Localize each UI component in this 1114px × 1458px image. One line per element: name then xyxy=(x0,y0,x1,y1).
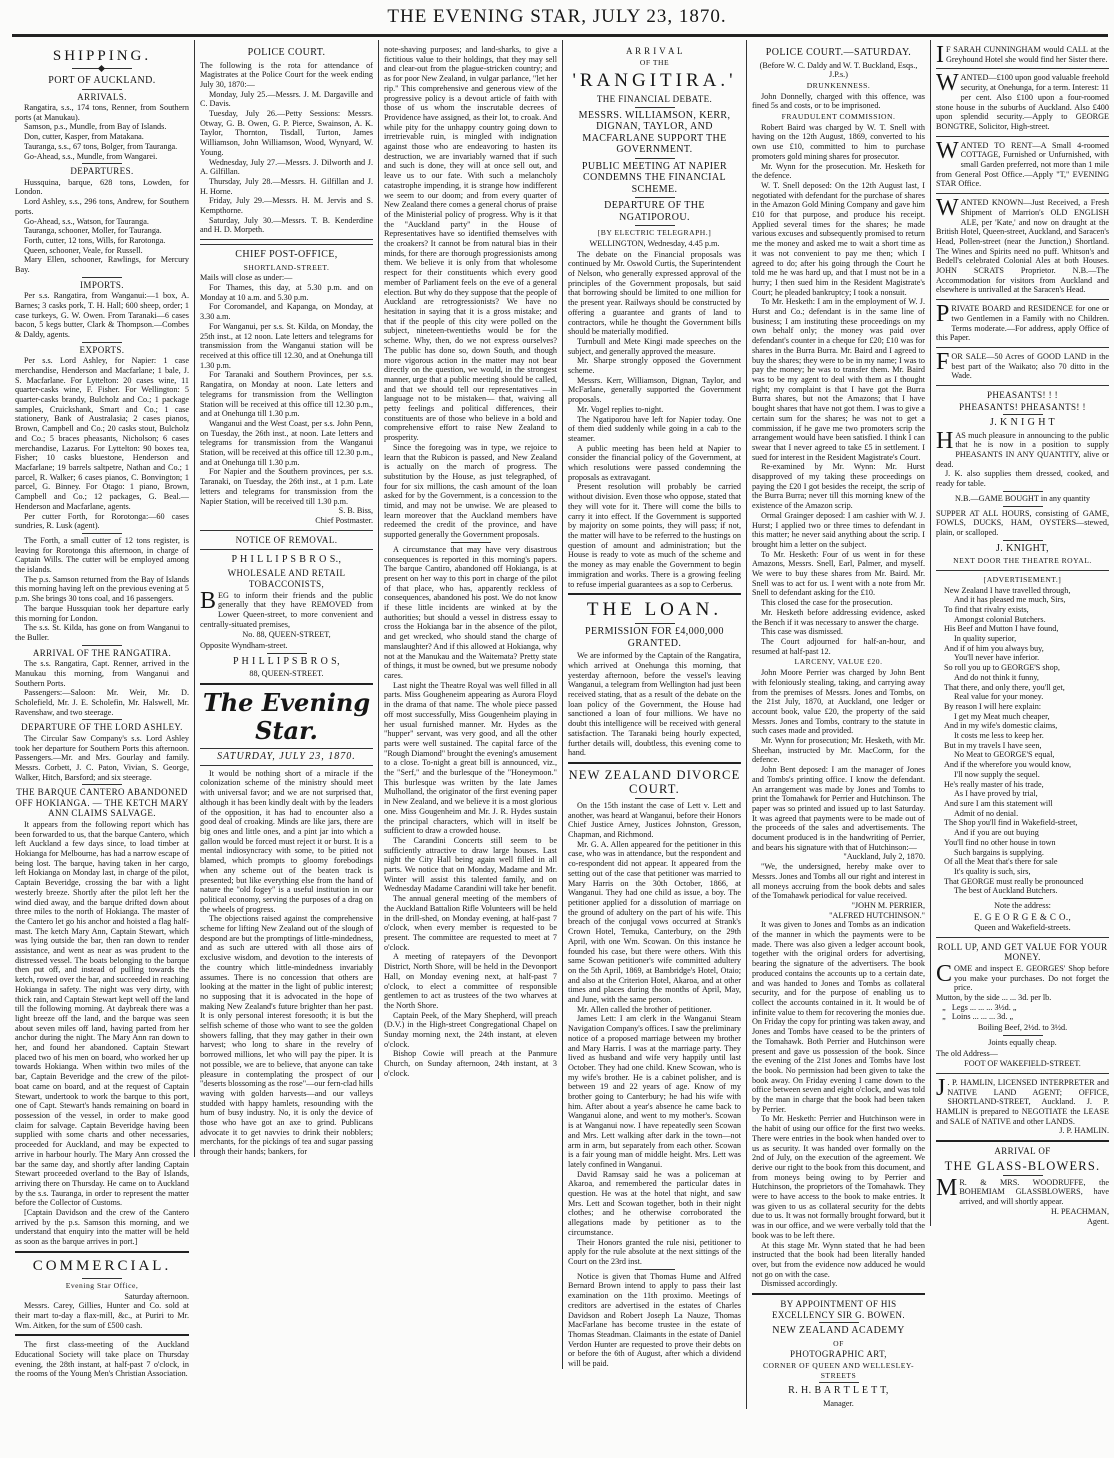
paragraph: We are informed by the Captain of the Rangatira, which arrived at Onehunga this morning, that yesterday afternoon, before the vessel's leaving Wanganui, a telegram from Wellington had just been received stating, that as a result of the debate on the loan policy of the Government, the House had sanctioned a loan of four millions. We have no doubt this intelligence will be received with general satisfaction. The Taranaki being hourly expected, further details will, doubtless, this evening come to hand. xyxy=(568,651,741,758)
paragraph: The old Address— xyxy=(936,1048,998,1058)
paragraph: John Bent deposed: I am the manager of Jones and Tombs's printing office. I know the defendant. An arrangement was made by Jones and Tombs to print the Tomahawk for Perrier and Hutchinson. The paper was so printed and issued up to last Saturday. It was agreed that payments were to be made out of the proceeds of the sales and advertisements. The document produced is in the handwriting of Perrier, and bears his signature with that of Hutchinson:— xyxy=(752,765,925,852)
paragraph: The p.s. Samson returned from the Bay of Islands this morning having left on the previous evening at 5 p.m. She brings 30 tons coal, and 16 passengers. xyxy=(15,574,189,604)
divider xyxy=(936,347,1109,348)
advertisement-text: OME and inspect E. GEORGES' Shop before you make your purchases. Do not forget the price. xyxy=(954,963,1109,993)
divider xyxy=(568,593,741,595)
divider xyxy=(752,1293,925,1295)
subheading: ROLL UP, AND GET VALUE FOR YOUR MONEY. xyxy=(937,941,1108,963)
advertisement xyxy=(936,1174,1109,1207)
small-caps-line: NEXT DOOR THE THEATRE ROYAL. xyxy=(953,556,1092,566)
headline: CHIEF POST-OFFICE, xyxy=(235,249,338,261)
drop-cap: I xyxy=(936,42,944,68)
divider xyxy=(936,68,1109,69)
paragraph: „ Legs ... ... ... 3½d. „ xyxy=(936,1002,1017,1012)
divider xyxy=(936,385,1109,386)
paragraph: „ Loins ... ... ... 3d. „ xyxy=(936,1012,1014,1022)
paragraph: To Mr. Hesketh: Perrier and Hutchinson were in the habit of using our office for the first two weeks. There were entries in the book when handed over to us as security. It was handed over formally on the 2nd of July, on the execution of the agreement. We derive our right to the book from this document, and from moneys being owing to by Perrier and Hutchinson, the proprietors of the Tomahawk. They were to have access to the book to make entries. It was given to us as collateral security for the debts due to us. It was not formally brought forward, but it was in our office, and we were verbally told that the book was to be left there. xyxy=(752,1114,925,1240)
paragraph: Last night the Theatre Royal was well filled in all parts. Miss Gougheneim appearing as Aurora Floyd in the drama of that name. The whole piece passed off most successfully, Miss Gougenheim playing in her usual furnished manner. Mr. Hydes as the "hupper" servant, was very good, and all the other parts were well sustained. The capital farce of the "Rough Diamond" brought the evening's amusement to a close. To-night a great bill is announced, viz., the "Serf," and the burlesque of the "Honeymoon." This burlesque was written by the late James Mulholland, the originator of the first evening paper in New Zealand, and we believe it is a most glorious one. Miss Gougenheim and Mr. J. R. Hydes sustain the principal characters, which will in itself be sufficient to draw a crowded house. xyxy=(384,680,557,836)
verse-line: Admit of no denial. xyxy=(954,808,1019,818)
headline: J. KNIGHT, xyxy=(996,542,1049,554)
verse-line: And it has pleased me much, Sirs, xyxy=(954,595,1066,605)
newspaper-columns xyxy=(10,40,1114,1409)
paragraph: "We, the undersigned, hereby make over to Messrs. Jones and Tombs all our right and interest in all moneys accruing from the book debts and sales of the Tomahawk periodical for value received. xyxy=(752,862,925,901)
paragraph: Their Honors granted the rule nisi, petitioner to apply for the rule absolute at the next sittings of the Court on the 23rd inst. xyxy=(568,1237,741,1266)
paragraph: The Ngatiporou have left for Napier today. One of them died suddenly while going in a cab to the steamer. xyxy=(568,414,741,443)
drop-cap: W xyxy=(936,70,959,97)
drop-cap: C xyxy=(936,960,953,987)
divider xyxy=(936,299,1109,300)
advertisement xyxy=(936,301,1109,343)
verse-line: That GEORGE must really be pronounced xyxy=(944,876,1084,886)
centered-line: 88, QUEEN-STREET. xyxy=(249,669,324,679)
verse-line: The Shop you'll find in Wakefield-street, xyxy=(944,818,1078,828)
divider xyxy=(1003,1175,1043,1176)
advertisement xyxy=(936,195,1109,295)
paragraph: Re-examined by Mr. Wynn: Mr. Hurst disapproved of my taking these proceedings on paying the £20 I got besides the receipt, the scrip of the Burra Burra; never till this morning knew of the existence of the Amazon scrip. xyxy=(752,462,925,511)
paragraph: Friday, July 29.—Messrs. H. M. Jervis and S. Kempthorne. xyxy=(200,196,373,216)
paragraph: The Carandini Concerts still seem to be sufficiently attractive to draw large houses. Last night the City Hall being again well filled in all parts. We notice that on Monday, Madame and Mr. Winter will assist this talented family, and on Wednesday Madame Carandini will take her benefit. xyxy=(384,835,557,894)
drop-cap: H xyxy=(936,427,954,454)
verse-line: It costs me less to keep her. xyxy=(954,731,1044,741)
verse-line: You'll never have inferior. xyxy=(954,653,1040,663)
centered-line: N.B.—GAME BOUGHT in any quantity xyxy=(955,493,1090,503)
headline: DEPARTURE OF THE NGATIPOROU. xyxy=(604,200,705,223)
advertisement-text: ANTED KNOWN—Just Received, a Fresh Shipment of Marrion's OLD ENGLISH ALE, per 'Kate,' and now on draught at the British Hotel, Queen-street, Auckland, and Saracen's Head, Pollen-street (near the Junction,) Shortland. The Wines and Spirits need no puff. Whitson's and Bedell's celebrated Colonial Ales at both Houses. JOHN SCRATS Proprietor. N.B.—The Accommodation for visitors from Auckland and elsewhere is unrivalled at the Saracen's Head. xyxy=(936,198,1109,295)
verse-line: And sure I am this statement will xyxy=(944,799,1053,808)
divider xyxy=(936,136,1109,137)
paragraph: The first class-meeting of the Auckland Educational Society will take place on Thursday evening, the 28th instant, at half-past 7 o'clock, in the rooms of the Young Men's Christian Association. xyxy=(15,1340,189,1379)
verse-line: New Zealand I have travelled through, xyxy=(944,585,1071,595)
headline: P H I L L I P S B R O S., xyxy=(231,554,342,566)
advertisement-text: RIVATE BOARD and RESIDENCE for one or two Gentlemen in a Family with no Children. Terms moderate.—For address, apply Office of this Paper. xyxy=(936,304,1109,343)
headline: R. H. B A R T L E T T, xyxy=(788,1385,889,1397)
paragraph: This closed the case for the prosecution. xyxy=(761,598,893,608)
headline: NEW ZEALAND ACADEMY xyxy=(772,1325,905,1337)
advertisement xyxy=(936,960,1109,993)
verse-line: And if you are out buying xyxy=(954,828,1039,838)
verse-line: No Meat to GEORGE'S equal, xyxy=(954,750,1055,760)
small-caps-line: [ADVERTISEMENT.] xyxy=(983,574,1062,584)
verse-line: His Beef and Mutton I have found, xyxy=(944,624,1059,634)
divider xyxy=(82,277,122,278)
centered-line: Joints equally cheap. xyxy=(988,1037,1057,1047)
verse-line: Real value for your money. xyxy=(954,692,1044,702)
paragraph: Present resolution will probably be carried without division. Even those who oppose, stated that they will vote for it. There will come the bills to carry it into effect. If the Government is supported by majority on some points, they will pass; if not, the matter will have to be referred to the hustings on question of amount and administration; but the House is ready to vote as much of the scheme and the money as may enable the Government to begin immigration and works. There is a growing feeling to refuse imperial guarantees as a sop to Cerberus. xyxy=(568,482,741,589)
paragraph: Thursday, July 28.—Messrs. H. Gilfillan and J. H. Horne. xyxy=(200,176,373,196)
divider xyxy=(451,542,491,543)
subheading: ARRIVALS. xyxy=(77,91,127,102)
paragraph: Monday, July 25.—Messrs. J. M. Dargaville and C. Davis. xyxy=(200,89,373,109)
verse-line: I get my Meat much cheaper, xyxy=(954,711,1050,721)
divider xyxy=(936,193,1109,194)
paragraph: Mr. Vogel replies to-night. xyxy=(577,404,664,414)
paragraph: Wanganui and the West Coast, per s.s. John Penn, on Tuesday, the 26th inst., at noon. Late letters and telegrams for transmission from the Wanganui Station, will be received at this office till 12.30 p.m., and at Onehunga till 1.30 p.m. xyxy=(200,418,373,467)
paragraph: Robert Baird was charged by W. T. Snell with having on the 12th August, 1869, converted to his own use £10, committed to him to purchase promoters gold mining shares for prosecutor. xyxy=(752,122,925,161)
signature-line: "JOHN M. PERRIER, xyxy=(851,900,925,910)
large-headline: 'RANGITIRA.' xyxy=(572,70,737,92)
centered-line: Manager. xyxy=(823,1398,854,1408)
headline: P H I L L I P S B R O S, xyxy=(232,655,341,667)
small-caps-line: OF xyxy=(833,1338,844,1348)
verse-line: So roll you up to GEORGE'S shop, xyxy=(944,663,1060,673)
paragraph: Notice is given that Thomas Hume and Alfred Bernard Brown intend to apply to pass their last examination on the 11th proximo. Meetings of creditors are advertised in the estates of Charles Davidson and Robert Joseph La Nauze, Thomas MacFarlane has become trustee in the estate of Thomas Steadman. Claimants in the estate of Daniel Verdon Hunter are requested to prove their debts on or before the 6th of August, after which a dividend will be paid. xyxy=(568,1271,741,1369)
divider xyxy=(15,1251,189,1253)
advertisement xyxy=(936,427,1109,470)
divider xyxy=(200,239,373,240)
paragraph: Mr. Allen called the brother of petitioner. xyxy=(577,1004,712,1014)
small-caps-line: FRAUDULENT COMMISSION. xyxy=(781,112,896,122)
subheading: DEPARTURES. xyxy=(70,166,134,177)
paragraph: W. T. Snell deposed: On the 12th August last, I negotiated with defendant for the purchase of shares in the Amazon Gold Mining Company and gave him £10 for that purpose, and produce his receipt. Applied several times for the shares; he made various excuses and subsequently promised to return me the money and asked me to wait a short time as it was not convenient to pay me then; which I agreed to do; after his going through the Court he told me he was hard up, and that I must not be in a hurry; I then sued him in the Resident Magistrate's Court; he pleaded bankruptcy; I took a nonsuit. xyxy=(752,180,925,297)
advertisement xyxy=(936,1074,1109,1127)
paragraph: note-shaving purposes; and land-sharks, to give a fictitious value to their holdings, that they may sell and clear-out from the plague-stricken country; and as for poor New Zealand, in vulgar parlance, "let her rip." This comprehensive and generous view of the progressive policy is a devout article of faith with those of us whom the inscrutable decrees of Providence have assigned, as their lot, to croak. And while pity for the unhappy country going down to irretrievable ruin, is mingled with indignation against those who are endeavoring to hasten its destruction, we are invariably warned that if such and such is done, they will at once sell out, and leave us to our fate. With such a melancholy catastrophe impending, it is strange how indifferent we seem to our doom; and from every quarter of New Zealand there comes a general chorus of praise of the Ministerial policy of progress. Why is it that the "Auckland party" in the House of Representatives have so identified themselves with the croakers? It cannot be from natural bias in their minds, for there are thorough progressionists among them. We believe it is only from that wholesome respect for their constituents which every good member of Parliament feels on the eve of a general election. But why do they suppose that the people of Auckland are retrogressionists? We have no hesitation in saying that it is a gross mistake; and that if the people of this city were polled on the subject, nineteen-twentieths would be for the scheme. Why, then, do we not express ourselves? The public has done so, down South, and though more vigorous action in the matter may not bear directly on the question, we would, in the strongest manner, urge that a public meeting should be called, and that we should tell our representatives —in language not to be mistaken— that, waiving all petty feelings and political differences, their constituents are of those who believe in a bold and comprehensive effort to raise New Zealand to prosperity. xyxy=(384,45,557,443)
divider xyxy=(82,533,122,534)
subheading: NOTICE OF REMOVAL. xyxy=(235,534,338,545)
paragraph: Go-Ahead, s.s., Watson, for Tauranga. xyxy=(24,216,149,226)
verse-line: And do not think it funny, xyxy=(954,672,1039,682)
small-caps-line: [BY ELECTRIC TELEGRAPH.] xyxy=(597,228,712,238)
verse-line: You'll find no other house in town xyxy=(944,837,1056,847)
paragraph: The Circular Saw Company's s.s. Lord Ashley took her departure for Southern Ports this afternoon. Passengers.—Mr. and Mrs. Gourlay and family. Messrs. Corbett, J. C. Paton, Vivian, S. George, Walker, Hitch, Barsford; and six steerage. xyxy=(15,733,189,782)
paragraph: Don, cutter, Kasper, from Matakana. xyxy=(24,132,144,142)
paragraph: Mutton, by the side ... ... 3d. per lb. xyxy=(936,993,1052,1003)
centered-line: FOOT OF WAKEFIELD-STREET. xyxy=(964,1059,1081,1069)
signature-line: "Auckland, July 2, 1870. xyxy=(843,852,925,862)
signature-line: H. PEACHMAN, xyxy=(1050,1206,1109,1216)
verse-line: That there, and only there, you'll get, xyxy=(944,682,1065,692)
divider xyxy=(1003,506,1043,507)
subheading: WHOLESALE AND RETAIL xyxy=(227,567,346,578)
advertisement xyxy=(936,42,1109,68)
signature-line: Agent. xyxy=(1086,1216,1109,1226)
verse-line: Amongst colonial Butchers. xyxy=(954,614,1046,624)
verse-line: I'll now supply the sequel. xyxy=(954,769,1040,779)
paragraph: SUPPER AT ALL HOURS, consisting of GAME, FOWLS, DUCKS, HAM, OYSTERS—stewed, plain, or scalloped. xyxy=(936,508,1109,537)
drop-cap: W xyxy=(936,137,959,164)
verse-line: He's really master of his trade, xyxy=(944,779,1044,789)
verse-line: The best of Auckland Butchers. xyxy=(954,886,1058,896)
divider xyxy=(82,163,122,164)
masthead-date: SATURDAY, JULY 23, 1870. xyxy=(200,748,373,766)
paragraph: The Forth, a small cutter of 12 tons register, is leaving for Rorotonga this afternoon, in charge of Captain Wills. The cutter will be employed among the islands. xyxy=(15,535,189,575)
paragraph: Messrs. Kerr, Williamson, Dignan, Taylor, and McFarlane, generally supported the Government proposals. xyxy=(568,375,741,405)
advertisement-text: AS much pleasure in announcing to the public that he is now in a position to supply PHEASANTS IN ANY QUANTITY, alive or dead. xyxy=(936,430,1109,469)
paragraph: Captain Peek, of the Mary Shepherd, will preach (D.V.) in the High-street Congregational Chapel on Sunday morning next, the 24th instant, at eleven o'clock. xyxy=(384,1010,557,1049)
paragraph: For Napier and the Southern provinces, per s.s. Taranaki, on Tuesday, the 26th inst., at 1 p.m. Late letters and telegrams for transmission from the Napier Station, will be received till 1.30 p.m. xyxy=(200,467,373,506)
ornament-divider xyxy=(72,68,132,72)
column-4 xyxy=(562,40,746,1369)
paragraph: Opposite Wyndham-street. xyxy=(200,641,288,651)
headline: MESSRS. WILLIAMSON, KERR, DIGNAN, TAYLOR, AND MACFARLANE SUPPORT THE GOVERNMENT. xyxy=(578,109,731,156)
drop-cap: P xyxy=(936,301,950,328)
paragraph: A public meeting has been held at Napier to consider the financial policy of the Government, at which resolutions were passed condemning the proposals as extravagant. xyxy=(568,443,741,482)
paragraph: Mary Ellen, schooner, Rawlings, for Mercury Bay. xyxy=(15,255,189,275)
advertisement xyxy=(936,137,1109,190)
paragraph: The Court adjourned for half-an-hour, and resumed at half-past 12. xyxy=(752,636,925,656)
divider xyxy=(1003,491,1043,492)
headline: PORT OF AUCKLAND. xyxy=(48,75,156,86)
subheading: A R R I V A L xyxy=(626,46,683,56)
column-5 xyxy=(746,40,930,1409)
drop-cap: M xyxy=(936,1174,958,1201)
advertisement xyxy=(936,348,1109,381)
centered-line: WELLINGTON, Wednesday, 4.45 p.m. xyxy=(589,238,720,248)
signature-line: "ALFRED HUTCHINSON." xyxy=(829,910,925,920)
paragraph: For Wanganui, per s.s. St. Kilda, on Monday, the 25th inst., at 12 noon. Late letters and telegrams for transmission from the Wanganui station will be received at this office till 12.30, and at Onehunga till 1.30 p.m. xyxy=(200,321,373,370)
paragraph: Messrs. Carey, Gillies, Hunter and Co. sold at their mart to-day a flax-mill, &c., at Puriri to Mr. Wm. Aitken, for the sum of £500 cash. xyxy=(15,1301,189,1330)
verse-line: As I have proved by trial, xyxy=(954,789,1038,799)
divider xyxy=(635,107,675,108)
signature-line: S. B. Biss, xyxy=(338,506,373,516)
paragraph: Tuesday, July 26.—Petty Sessions: Messrs. Otway, G. B. Owen, G. P. Pierce, Swainson, A. K. Taylor, Thornton, Tisdall, Turton, James Williamson, John Williamson, Wood, Wynyard, W. Young. xyxy=(200,109,373,157)
paragraph: Queen, schooner, Veale, for Russell. xyxy=(24,245,143,255)
small-caps-line: SHORTLAND-STREET. xyxy=(243,262,330,272)
paragraph: Per s.s. Lord Ashley, for Napier: 1 case merchandise, Henderson and Macfarlane; 1 bale, J. S. Macfarlane. For Lyttelton: 20 cases wine, 11 quarter-casks wine, F. Fisher. For Wellington: 5 quarter-casks brandy, Bulcholz and Co.; 1 package samples, Cruickshank, Smart and Co.; 1 case stationery, Bank of Australasia; 2 cases pianos, Brown, Campbell and Co.; 20 casks stout, Bulcholz and Co.; 5 braces pheasants, Nicholson; 6 cases merchandise, Lazarus. For Lyttelton: 90 boxes tea, Fisher; 10 casks bluestone, Henderson and Macfarlane; 19 barrels saltpetre, Nathan and Co.; 1 parcel, R. Walker; 6 cases pianos, C. Bonvington; 1 parcel, G. Binney. For Otago: 1 piano, Brown, Campbell and Co.; 12 packages, G. Beal.—Henderson and Macfarlane, agents. xyxy=(15,356,189,511)
advertisement-text: R. & MRS. WOODRUFFE, the BOHEMIAM GLASSBLOWERS, have arrived, and will shortly appear. xyxy=(959,1177,1109,1207)
headline: PERMISSION FOR £4,000,000 GRANTED. xyxy=(585,626,724,649)
advertisement-text: ANTED TO RENT—A Small 4-roomed COTTAGE, Furnished or Unfurnished, with small Garden preferred, not more than 1 mile from General Post Office.—Apply "T," EVENING STAR Office. xyxy=(936,140,1109,189)
divider xyxy=(819,1322,859,1323)
divider xyxy=(1003,540,1043,541)
divider xyxy=(1003,414,1043,415)
drop-cap: F xyxy=(936,348,950,375)
advertisement xyxy=(936,70,1109,131)
paragraph: Dismissed accordingly. xyxy=(761,1279,838,1289)
paragraph: Forth, cutter, 12 tons, Wills, for Rarotonga. xyxy=(24,235,166,245)
verse-line: By reason I will here explain: xyxy=(944,701,1042,711)
verse-line: And if the wherefore you would know, xyxy=(944,760,1072,770)
paragraph: Mr. Wynn for prosecution; Mr. Hesketh, with Mr. Sheehan, instructed by Mr. MacCorm, for the defence. xyxy=(752,736,925,765)
paragraph: Mr. G. A. Allen appeared for the petitioner in this case, who was in attendance, but the respondent and co-respondent did not appear. It appeared from the setting out of the case that petitioner was married to Mary Harris on the 30th October, 1866, at Wanganui. They had one child as issue, a boy. The petitioner applied for a dissolution of marriage on the ground of adultery on the part of his wife. This breach of the conjugal vows occurred at Strank's Crown Hotel, Temuka, Canterbury, on the 29th April, with one Wm. Scowan. On this instance he founded his case, but there were others. With this same Scowan petitioner's wife committed adultery on the 5th April, 1869, at Bambridge's Hotel, Otaio; and also at the Criterion Hotel, Akaroa, and at other times and places during the months of April, May, and June, with the same person. xyxy=(568,839,741,1005)
small-caps-line: DRUNKENNESS. xyxy=(806,80,871,90)
paragraph: On the 15th instant the case of Lett v. Lett and another, was heard at Wanganui, before their Honors Chief Justice Arney, Justices Johnston, Gresson, Chapman, and Richmond. xyxy=(568,800,741,840)
subheading: DEPARTURE OF THE LORD ASHLEY. xyxy=(21,722,183,733)
paragraph: Lord Ashley, s.s., 296 tons, Andrew, for Southern ports. xyxy=(15,197,189,216)
divider xyxy=(200,530,373,531)
drop-cap: B xyxy=(200,587,217,614)
subheading: TOBACCONISTS, xyxy=(248,579,325,590)
masthead-title: The Evening Star. xyxy=(202,688,371,746)
section-heading: THE GLASS-BLOWERS. xyxy=(944,1158,1101,1173)
section-heading: NEW ZEALAND DIVORCE COURT. xyxy=(568,767,741,796)
advertisement-text: EG to inform their friends and the public generally that they have REMOVED from Lower Queen-street, to more convenient and centrally-situated premises, xyxy=(200,590,373,629)
paragraph: For Coromandel, and Kapanga, on Monday, at 3.30 a.m. xyxy=(200,302,373,322)
divider xyxy=(635,225,675,226)
column-3 xyxy=(378,40,562,1079)
paragraph: It would be nothing short of a miracle if the colonization scheme of the ministry should meet with universal favor; and we are not surprised that, although it has been kindly dealt with by the leaders of the opposition, it has had to encounter also a good deal of croaking. Minds are like jars, there are big ones and little ones, and a pint jar into which a gallon would be forced must reject it or burst. It is a mental indiosyncracy with some, to be pitied not blamed, which prompts to gloomy forebodings when any scheme out of the beaten track is presented; but like everything else from the hand of nature the "old fogey" is a useful institution in our political economy, serving the purposes of a drag on the wheels of progress. xyxy=(200,768,373,914)
centered-line: No. 88, QUEEN-STREET, xyxy=(242,630,331,640)
divider xyxy=(82,89,122,90)
divider xyxy=(82,719,122,720)
paragraph: Per cutter Forth, for Rorotonga:—60 cases sundries, R. Lusk (agent). xyxy=(15,511,189,531)
paragraph: Mr. Hesketh before addressing evidence, asked the Bench if it was necessary to answer the charge. xyxy=(752,607,925,627)
advertisement-text: . P. HAMLIN, LICENSED INTERPRETER and NATIVE LAND AGENT; OFFICE, SHORTLAND-STREET, Auckland. J. P. HAMLIN is prepared to NEGOTIATE the LEASE and SALE of NATIVE and other LANDS. xyxy=(936,1077,1109,1126)
column-2 xyxy=(194,40,378,1157)
divider xyxy=(200,244,373,245)
paragraph: Mails will close as under:— xyxy=(200,273,293,283)
divider xyxy=(936,937,1109,938)
advertisement-text: ANTED—£100 upon good valuable freehold security, at Onehunga, for a term. Interest: 11 per cent. Also £100 upon a four-roomed stone house in the suburbs of Auckland. Also £400 upon splendid security.—Apply to GEORGE BONGTRE, Solicitor, High-street. xyxy=(936,73,1109,131)
divider xyxy=(635,1269,675,1270)
verse-line: To find that rivalry exists, xyxy=(944,604,1029,614)
paragraph: Per s.s. Rangatira, from Wanganui:—1 box, A. Barnes; 3 casks pork, T. H. Hall; 600 sheep, order; 1 case turkeys, G. W. Owen. From Taranaki—6 cases bacon, 5 kegs butter, Clark & Thompson.—Combes & Daldy, agents. xyxy=(15,291,189,340)
small-caps-line: OF THE xyxy=(639,57,670,67)
divider xyxy=(200,549,373,550)
paragraph: Saturday, July 30.—Messrs. T. B. Kenderdine and H. D. Morpeth. xyxy=(200,215,373,235)
paragraph: Turnbull and Mete Kingi made speeches on the subject, and generally approved the measure. xyxy=(568,336,741,356)
divider xyxy=(936,570,1109,571)
signature-line: J. P. HAMLIN. xyxy=(1059,1126,1109,1136)
small-caps-line: CORNER OF QUEEN AND WELLESLEY-STREETS xyxy=(762,1360,915,1380)
paragraph: A meeting of ratepayers of the Devonport District, North Shore, will be held in the Devonport Hall, on Monday evening next, at half-past 7 o'clock, to elect a committee of responsible gentlemen to act as trustees of the two wharves at the North Shore. xyxy=(384,952,557,1010)
subheading: BY APPOINTMENT OF HIS EXCELLENCY SIR G. BOWEN. xyxy=(771,1299,905,1320)
paragraph: Samson, p.s., Mundle, from Bay of Islands. xyxy=(24,122,167,132)
paragraph: Wednesday, July 27.—Messrs. J. Dilworth and J. A. Gilfillan. xyxy=(200,157,373,177)
subheading: THE FINANCIAL DEBATE. xyxy=(596,94,713,105)
divider xyxy=(635,798,675,799)
paragraph: [Captain Davidson and the crew of the Cantero arrived by the p.s. Samson this morning, and we understand that enquiry into the matter will be held as soon as the barque arrives in port.] xyxy=(15,1208,189,1247)
divider xyxy=(819,1382,859,1383)
signature-line: Saturday afternoon. xyxy=(124,1291,189,1301)
paragraph: John Moore Perrier was charged by John Bent with feloniously stealing, taking, and carrying away from the premises of Messrs. Jones and Tombs, on the 21st July, 1870, at Auckland, one ledger or account book, value £20, the property of the said Messrs. Jones and Tombs, contrary to the statute in such cases made and provided. xyxy=(752,668,925,736)
verse-line: And if of him you always buy, xyxy=(944,643,1044,653)
advertisement xyxy=(200,587,373,630)
headline: POLICE COURT. xyxy=(247,47,326,58)
verse-line: Such bargains is supplying. xyxy=(954,847,1044,857)
section-heading: COMMERCIAL. xyxy=(32,1257,172,1274)
paragraph: Ormal Grainger deposed: I am cashier with W. J. Hurst; I applied two or three times to defendant in this matter; he never said anything about the scrip. I brought him a letter on the subject. xyxy=(752,510,925,549)
divider xyxy=(1003,1035,1043,1036)
verse-line: But in my travels I have seen, xyxy=(944,740,1042,750)
paragraph: Tauranga, s.s., 67 tons, Bolger, from Tauranga. xyxy=(24,141,178,151)
subheading: E. G E O R G E & C O., xyxy=(973,911,1072,922)
headline: POLICE COURT.—SATURDAY. xyxy=(765,47,912,58)
paragraph: To Mr. Hesketh: I am in the employment of W. J. Hurst and Co.; defendant is in the same line of business; I am instituting these proceedings on my own behalf only; the money was paid over defendant's counter in a cheque for £20; £10 was for shares in the Burra Burra. Mr. Baird and I agreed to buy the shares; they were to be in my name; I was to pay the money; he was to transfer them. Mr. Baird was to be my agent to deal with them as I thought right; my complaint is that I have got the Burra Burra shares, but not the Amazons; that I have bought shares that have not got them. I was to give a certain sum for the shares; he was not to get a commission, if he gave me two promoters scrip the arrangement would have been satisfied. I think I can swear that I never agreed to take £5 in settlement. I sued for interest in the Resident Magistrate's Court. xyxy=(752,297,925,462)
section-heading: SHIPPING. xyxy=(52,48,152,64)
divider xyxy=(200,683,373,685)
page-header xyxy=(0,0,1114,40)
divider xyxy=(635,623,675,624)
divider xyxy=(267,653,307,654)
verse-line: And in my wife's domestic claims, xyxy=(944,721,1058,731)
headline: PUBLIC MEETING AT NAPIER CONDEMNS THE FINANCIAL SCHEME. xyxy=(581,160,728,195)
subheading: THE BARQUE CANTERO ABANDONED OFF HOKIANGA. — THE KETCH MARY ANN CLAIMS SALVAGE. xyxy=(15,787,189,819)
headline: J. K N I G H T xyxy=(989,417,1056,429)
subheading: IMPORTS. xyxy=(80,279,124,290)
divider xyxy=(82,645,122,646)
subheading: ARRIVAL OF THE RANGATIRA. xyxy=(32,647,172,658)
paragraph: The following is the rota for attendance of Magistrates at the Police Court for the week ending July 30, 1870:— xyxy=(200,60,373,89)
centered-line: (Before W. C. Daldy and W. T. Buckland, Esqs., J.P.s.) xyxy=(759,60,918,80)
divider xyxy=(936,1140,1109,1142)
paragraph: For Taranaki and Southern Provinces, per s.s. Rangatira, on Monday at noon. Late letters and telegrams for transmission from the Wellington Station will be received at this office till 12.30 p.m., and at Onehunga till 1.30 p.m. xyxy=(200,370,373,419)
divider xyxy=(82,784,122,785)
small-caps-line: Evening Star Office, xyxy=(65,1280,139,1290)
paragraph: It appears from the following report which has been forwarded to us, that the barque Cantero, which left Auckland a few days since, to load timber at Hokianga for Melbourne, has had a narrow escape of being lost. The barque, having taken in her cargo, left Hokianga on Monday last, in charge of the pilot, Captain Beveridge, crossing the bar with a light westerly breeze. Shortly after the pilot left her the wind died away, and the barque drifted down about three miles to the north of Hokianga. The master of the Cantero let go his anchor and hoisted a flag half-mast. The ketch Mary Ann, Captain Stewart, which was lying outside the bar, then ran down to render assistance, and went as near as was prudent to the distressed vessel. The boats belonging to the barque then put off, and instead of pulling towards the ketch, rowed over the bar, and succeeded in reaching Hokianga in safety. The night was very dirty, with thick rain, and Captain Stewart kept well off the land till the following morning. At daybreak there was a light breeze off the land, and the barque was seen about seven miles off land, having parted from her anchor during the night. The Mary Ann ran down to her, and found her abandoned. Captain Stewart placed two of his men on board, who worked her up towards Hokianga. When within two miles of the bar, Captain Beveridge and the crew of the pilot-boat came on board, and at the request of Captain Stewart, undertook to work the barque to this port, one of Capt. Stewart's hands remaining on board in possession of the vessel, in order to make good claim for salvage. Captain Beveridge having been supplied with some charts and other necessaries, proceeded for Auckland, and may be expected to arrive in harbour hourly. The Mary Ann crossed the bar the same day, and shortly after landing Captain Stewart proceeded overland to the Bay of Islands, arriving there on Thursday. He came on to Auckland by the s.s. Tauranga, in order to represent the matter before the Collector of Customs. xyxy=(15,819,189,1208)
header-rule xyxy=(12,34,1108,37)
advertisement-text: F SARAH CUNNINGHAM would CALL at the Greyhound Hotel she would find her Sister there. xyxy=(946,45,1109,64)
verse-line: In quality superior, xyxy=(954,634,1017,644)
large-headline: THE LOAN. xyxy=(586,599,723,621)
centered-line: Note the address: xyxy=(994,901,1051,911)
subheading: EXPORTS. xyxy=(79,344,125,355)
divider xyxy=(568,762,741,764)
drop-cap: J xyxy=(936,1074,946,1101)
small-caps-line: LARCENY, VALUE £20. xyxy=(794,657,883,667)
column-6 xyxy=(930,40,1114,1226)
paragraph: Go-Ahead, s.s., Mundle, from Wangarei. xyxy=(24,151,158,161)
paragraph: It was given to Jones and Tombs as an indication of the manner in which the payments were to be made. There was also given a ledger account book, together with the original orders for advertising, bearing the signature of the advertisers. The book produced contains the accounts up to a certain date, and was handed to Jones and Tombs as collateral security, and for the purpose of enabling us to collect the accounts contained in it. It would be of infinite value to them for recovering the monies due. On Friday the copy for printing was taken away, and Jones and Tombs have ceased to be the printers of the Tomahawk. Both Perrier and Hutchinson were present and gave us possession of the book. Since the evening of the 21st Jones and Tombs have lost the book. No permission had been given to take the book away. On Friday evening I came down to the office between seven and eight o'clock, and was told by the man in charge that the book had been taken by Perrier. xyxy=(752,920,925,1114)
paragraph: James Lett: I am clerk in the Wanganui Steam Navigation Company's offices. I saw the preliminary notice of a proposed marriage between my brother and Mary Harris. I was at the marriage party. They lived as husband and wife very happily until last October. They had one child. Knew Scowan, who is my wife's brother. He is a cabinet polisher, and is between 19 and 22 years of age. Know of my brother going to Canterbury; he had his wife with him. After about a year's absence he came back to Wanganui alone, and went to my mother's. Scowan is at Wanganui now. I have repeatedly seen Scowan and Mrs. Lett walking after dark in the town—not arm in arm, but separately from each other. Scowan is a fair young man of middle height. Mrs. Lett was lately confined in Wanganui. xyxy=(568,1014,741,1169)
subheading: ARRIVAL OF xyxy=(994,1146,1051,1157)
centered-line: Boiling Beef, 2½d. to 3½d. xyxy=(977,1023,1068,1033)
divider xyxy=(936,1073,1109,1074)
paragraph: This case was dismissed. xyxy=(761,627,843,637)
paragraph: David Ramsay said he was a policeman at Akaroa, and remembered the particular dates in question. He was at the hotel that night, and saw Mrs. Lett and Scowan together, both in their night clothes; and he otherwise corroborated the allegations made by petitioner as to the circumstance. xyxy=(568,1169,741,1237)
paragraph: At this stage Mr. Wynn stated that he had been instructed that the book had been literally handed over, but from the evidence now adduced he would not go on with the case. xyxy=(752,1240,925,1279)
paragraph: The barque Hussquian took her departure early this morning for London. xyxy=(15,603,189,623)
paragraph: Passengers:—Saloon: Mr. Weir, Mr. D. Scholefield, Mr. J. E. Scholefin, Mr. Halswell, Mr. Ravenshaw, and two steerage. xyxy=(15,688,189,717)
paragraph: For Thames, this day, at 5.30 p.m. and on Monday at 10 a.m. and 5.30 p.m. xyxy=(200,283,373,302)
column-1 xyxy=(10,40,194,1379)
paragraph: Mr. Wynn for the prosecution. Mr. Hesketh for the defence. xyxy=(752,161,925,181)
paragraph: John Donnelly, charged with this offence, was fined 5s and costs, or to be imprisoned. xyxy=(752,91,925,111)
divider xyxy=(82,342,122,343)
paragraph: Rangatira, s.s., 174 tons, Renner, from Southern ports (at Manukau). xyxy=(15,103,189,122)
subheading: PHOTOGRAPHIC ART, xyxy=(790,1349,887,1360)
paragraph: Hussquina, barque, 628 tons, Lowden, for London. xyxy=(15,177,189,197)
paragraph: Bishop Cowie will preach at the Panmure Church, on Sunday afternoon, 24th instant, at 3 o'clock. xyxy=(384,1049,557,1078)
advertisement-text: OR SALE—50 Acres of GOOD LAND in the best part of the Waikato; also 70 ditto in the Wade. xyxy=(951,351,1109,381)
divider xyxy=(82,1278,122,1279)
divider xyxy=(15,1334,189,1336)
centered-line: Queen and Wakefield-streets. xyxy=(974,923,1071,933)
verse-line: Of all the Meat that's there for sale xyxy=(944,857,1058,867)
paragraph: The s.s. St. Kilda, has gone on from Wanganui to the Buller. xyxy=(15,623,189,642)
paragraph: J. K. also supplies them dressed, cooked, and ready for table. xyxy=(936,469,1109,489)
subheading: PHEASANTS! ! ! xyxy=(986,390,1059,401)
paragraph: To Mr. Hesketh: Four of us went in for these Amazons, Messrs. Snell, Earl, Palmer, and myself. We were to buy these shares from Mr. Baird. Mr. Snell was to act for us. I went with a note from Mr. Snell to defendant asking for the £10. xyxy=(752,549,925,598)
drop-cap: W xyxy=(936,195,959,222)
paragraph: Tauranga, schooner, Moller, for Tauranga. xyxy=(24,226,162,236)
paragraph: The debate on the Financial proposals was continued by Mr. Oswold Curtis, the Superintendent of Nelson, who generally expressed approval of the principles of the Government proposals, but said that borrowing should be limited to one million for the present year. Railways should be constructed by offering a guarantee and grants of land to contractors, while he thought the Government bills should be materially modified. xyxy=(568,249,741,337)
divider xyxy=(635,158,675,159)
running-title: THE EVENING STAR, JULY 23, 1870. xyxy=(387,6,727,27)
paragraph: Mr. Sharpe strongly opposed the Government scheme. xyxy=(568,356,741,376)
divider xyxy=(1003,898,1043,899)
paragraph: Since the foregoing was in type, we rejoice to learn that the Rubicon is passed, and New Zealand is actually on the march of progress. The substitution by the House, as just telegraphed, of four for six millions, the cash amount of the loan asked for by the Government, is a concession to the timid, and may not be unwise. We are pleased to learn moreover that the Auckland members have redeemed the credit of the province, and have supported generally the Government proposals. xyxy=(384,442,557,540)
divider xyxy=(635,197,675,198)
paragraph: A circumstance that may have very disastrous consequences is reported in this morning's papers. The barque Cantiro, abandoned off Hokianga, is at present on her way to this port in charge of the pilot of that place, who has, apparently reckless of consequences, abandoned his post. We do not know if these little incidents are winked at by the authorities; but should a vessel in distress essay to cross the Hokianga bar in the absence of the pilot, and get wrecked, who should stand the charge of manslaughter? And if this allowed at Hokianga, why not at the Manukau and the Waitemata? Pretty state of things, it must be owned, but we presume nobody cares. xyxy=(384,544,557,680)
verse-line: It's quality is such, sirs, xyxy=(954,866,1031,876)
signature-line: Chief Postmaster. xyxy=(315,515,373,525)
subheading: PHEASANTS! PHEASANTS! ! xyxy=(959,401,1086,412)
paragraph: The s.s. Rangatira, Capt. Renner, arrived in the Manukau this morning, from Wanganui and Southern Ports. xyxy=(15,659,189,688)
paragraph: The annual general meeting of the members of the Auckland Battalion Rifle Volunteers will be held in the drill-shed, on Monday evening, at half-past 7 o'clock, when every member is requested to be present. The committee are requested to meet at 7 o'clock. xyxy=(384,894,557,952)
paragraph: The objections raised against the comprehensive scheme for lifting New Zealand out of the slough of despond are but the promptings of little-mindedness, and as such are uttered with all those airs of exclusive wisdom, and devotion to the interests of the country which little-mindedness invariably assumes. There is no concession that others are looking at the matter in the light of public interest; no supposing that it is advocated in the hope of making New Zealand's future brighter than her past. It is only personal interest foresooth; it is but the selfish scheme of those who want to see the golden showers falling, that they may gather in their own harvest; who long to share in the revelry of borrowed millions, let who will pay the piper. It is not possible, we are to believe, that anyone can take pleasure in contemplating the prospect of our "deserts blossoming as the rose"—our fern-clad hills waving with golden harvests—and our valleys studded with happy hamlets, resounding with the hum of busy industry. No, it is only the device of those who have got an axe to grind. Publicans advocate it to get navvies to drink their nobblers; merchants, for the pickings of tea and sugar passing through their hands; bankers, for xyxy=(200,914,373,1157)
